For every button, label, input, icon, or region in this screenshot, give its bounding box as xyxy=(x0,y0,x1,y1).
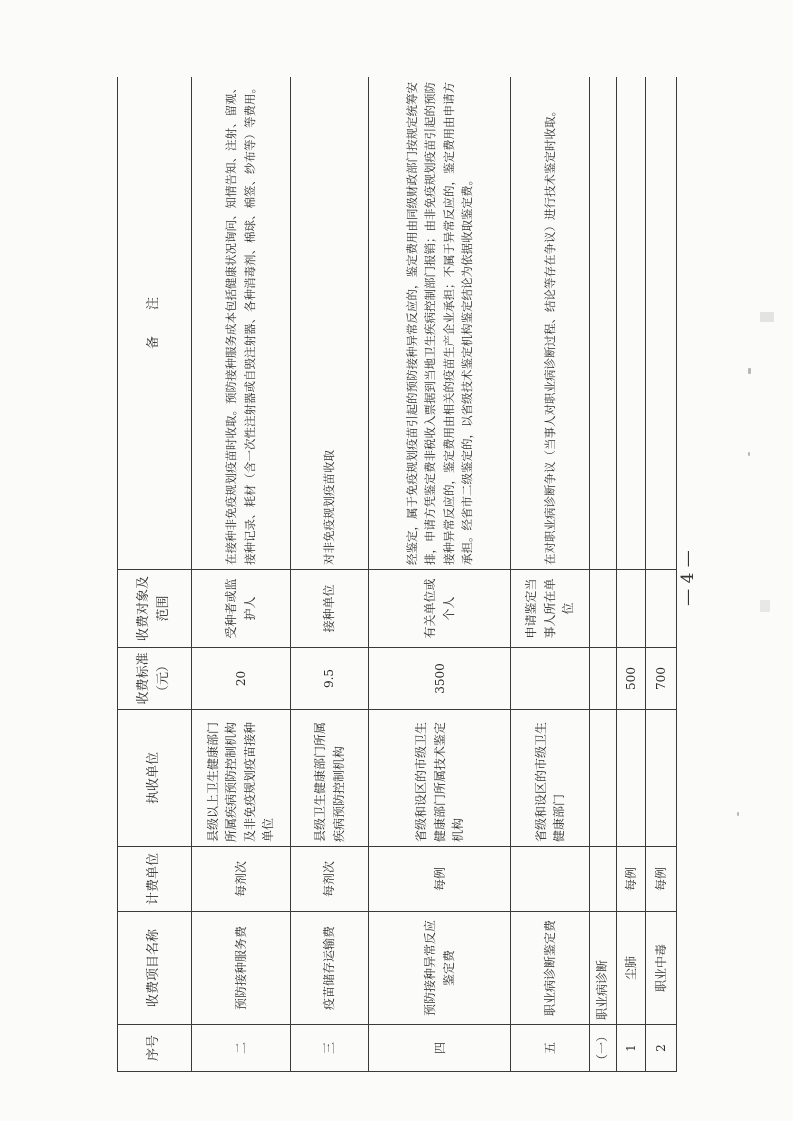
cell-name: 疫苗储存运输费 xyxy=(290,912,368,1025)
cell-unit: 每剂次 xyxy=(290,847,368,912)
cell-remark xyxy=(616,77,646,570)
cell-standard xyxy=(589,648,616,710)
cell-payer: 受种者或监护人 xyxy=(191,570,290,648)
cell-collector xyxy=(589,710,616,847)
table-row xyxy=(589,77,616,1072)
cell-unit: 每例 xyxy=(616,847,646,912)
header-remark: 备 注 xyxy=(118,77,192,570)
fee-table xyxy=(117,77,677,1072)
cell-collector: 省级和设区的市级卫生健康部门 xyxy=(511,710,589,847)
cell-payer xyxy=(646,570,677,648)
header-unit: 计费单位 xyxy=(118,847,192,912)
table-row xyxy=(646,77,677,1072)
page-number: — 4 — xyxy=(678,550,698,606)
cell-payer: 接种单位 xyxy=(290,570,368,648)
header-collector: 执收单位 xyxy=(118,710,192,847)
cell-collector: 县级卫生健康部门所属疾病预防控制机构 xyxy=(290,710,368,847)
cell-collector: 县级以上卫生健康部门所属疾病预防控制机构及非免疫规划疫苗接种单位 xyxy=(191,710,290,847)
scan-speck xyxy=(748,452,750,456)
table-header-row xyxy=(118,77,192,1072)
cell-standard: 3500 xyxy=(369,648,511,710)
cell-seq: 1 xyxy=(616,1025,646,1072)
table-row xyxy=(369,77,511,1072)
cell-name: 尘肺 xyxy=(616,912,646,1025)
header-name: 收费项目名称 xyxy=(118,912,192,1025)
cell-seq: 四 xyxy=(369,1025,511,1072)
cell-unit: 每例 xyxy=(646,847,677,912)
scan-speck xyxy=(760,312,774,322)
cell-collector: 省级和设区的市级卫生健康部门所属技术鉴定机构 xyxy=(369,710,511,847)
scan-speck xyxy=(748,368,751,374)
cell-name: 预防接种服务费 xyxy=(191,912,290,1025)
header-standard: 收费标准（元） xyxy=(118,648,192,710)
cell-unit xyxy=(589,847,616,912)
header-payer: 收费对象及范围 xyxy=(118,570,192,648)
cell-seq: （一） xyxy=(589,1025,616,1072)
cell-remark xyxy=(589,77,616,570)
cell-standard xyxy=(511,648,589,710)
cell-remark: 经鉴定，属于免疫规划疫苗引起的预防接种异常反应的，鉴定费用由同级财政部门按规定统筹安排，申请方凭鉴定费非税收入票据到当地卫生疾病控制部门报销；由非免疫规划疫苗引起的预防接种异常反应的，鉴定费用由相关的疫苗生产企业承担；不属于异常反应的，鉴定费用由申请方承担。经省市二级鉴定的，以省级技术鉴定机构鉴定结论为依据收取鉴定费。 xyxy=(369,77,511,570)
cell-remark: 在接种非免疫规划疫苗时收取。预防接种服务成本包括健康状况询问、知情告知、注射、留观、接种记录、耗材（含一次性注射器或自毁注射器、各种消毒剂、棉球、棉签、纱布等）等费用。 xyxy=(191,77,290,570)
cell-name: 职业病诊断鉴定费 xyxy=(511,912,589,1025)
scan-speck xyxy=(760,600,770,612)
cell-name: 职业病诊断 xyxy=(589,912,616,1025)
cell-seq: 三 xyxy=(290,1025,368,1072)
cell-unit: 每剂次 xyxy=(191,847,290,912)
cell-standard: 700 xyxy=(646,648,677,710)
table-row xyxy=(511,77,589,1072)
cell-remark: 在对职业病诊断争议（当事人对职业病诊断过程、结论等存在争议）进行技术鉴定时收取。 xyxy=(511,77,589,570)
cell-seq: 五 xyxy=(511,1025,589,1072)
cell-name: 职业中毒 xyxy=(646,912,677,1025)
header-seq: 序号 xyxy=(118,1025,192,1072)
table-row xyxy=(191,77,290,1072)
cell-payer xyxy=(616,570,646,648)
cell-seq: 2 xyxy=(646,1025,677,1072)
cell-remark: 对非免疫规划疫苗收取 xyxy=(290,77,368,570)
fee-table-rotated xyxy=(117,77,677,1072)
cell-name: 预防接种异常反应鉴定费 xyxy=(369,912,511,1025)
table-row xyxy=(616,77,646,1072)
cell-remark xyxy=(646,77,677,570)
scan-speck xyxy=(737,812,739,816)
cell-standard: 500 xyxy=(616,648,646,710)
cell-unit: 每例 xyxy=(369,847,511,912)
fee-table-frame xyxy=(117,77,677,1072)
cell-payer xyxy=(589,570,616,648)
cell-collector xyxy=(646,710,677,847)
cell-payer: 有关单位或个人 xyxy=(369,570,511,648)
cell-standard: 9.5 xyxy=(290,648,368,710)
cell-payer: 申请鉴定当事人所在单位 xyxy=(511,570,589,648)
table-row xyxy=(290,77,368,1072)
cell-seq: 二 xyxy=(191,1025,290,1072)
cell-standard: 20 xyxy=(191,648,290,710)
cell-unit xyxy=(511,847,589,912)
cell-collector xyxy=(616,710,646,847)
